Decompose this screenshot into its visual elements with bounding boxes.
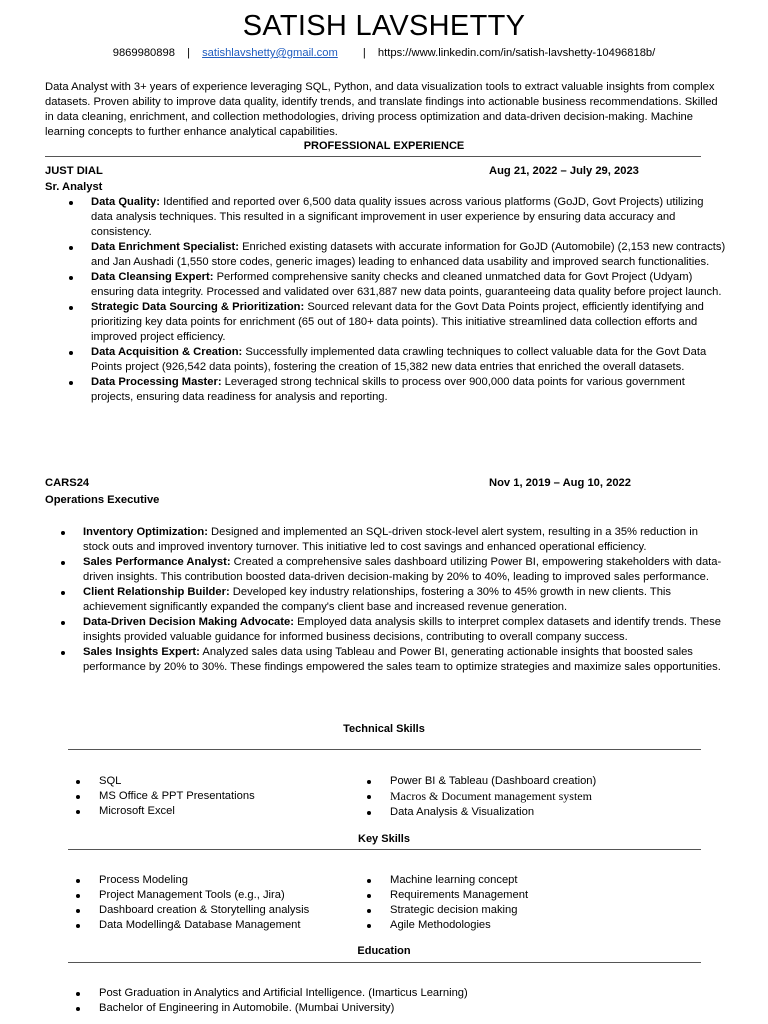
list-item [99, 1001, 699, 1016]
bullet-title: Inventory Optimization: [83, 526, 208, 538]
job-title: Operations Executive [45, 494, 160, 506]
bullet-icon [76, 879, 80, 883]
list-item [99, 774, 379, 789]
technical-skills-right [390, 774, 670, 820]
list-item [99, 873, 379, 888]
bullet-icon [76, 924, 80, 928]
list-item [91, 270, 727, 300]
bullet-icon [76, 909, 80, 913]
separator: | [187, 47, 190, 59]
bullet-icon [69, 201, 73, 205]
education-list [99, 986, 699, 1016]
bullet-text: Performed comprehensive sanity checks and cleaned unmatched data for Govt Project (Udyam) ensuring data integrity. Processed and validated over 631,887 new data points, guaranteeing data quality before project launch. [91, 271, 722, 298]
bullet-text: Sourced relevant data for the Govt Data Points project, efficiently identifying and prioritizing key data points for enrichment (65 out of 180+ data points). This initiative streamlined data collection efforts and improved project efficiency. [91, 301, 704, 343]
job-bullets [91, 195, 727, 405]
bullet-icon [69, 381, 73, 385]
company-name: CARS24 [45, 477, 90, 489]
list-item [390, 873, 670, 888]
section-divider [45, 156, 701, 157]
list-item [83, 585, 727, 615]
bullet-text: Developed key industry relationships, fostering a 30% to 45% growth in new clients. This achievement significantly expanded the company's client base and increased revenue generation. [83, 586, 672, 613]
list-item [390, 789, 670, 805]
section-divider [68, 962, 701, 963]
skill-text: SQL [99, 775, 122, 787]
bullet-icon [61, 621, 65, 625]
bullet-title: Data-Driven Decision Making Advocate: [83, 616, 294, 628]
bullet-title: Data Quality: [91, 196, 161, 208]
job-bullets [83, 525, 727, 675]
bullet-icon [367, 811, 371, 815]
section-heading-technical-skills: Technical Skills [343, 723, 425, 735]
bullet-icon [76, 992, 80, 996]
bullet-icon [69, 306, 73, 310]
list-item [91, 300, 727, 345]
list-item [390, 805, 670, 820]
professional-summary: Data Analyst with 3+ years of experience leveraging SQL, Python, and data visualization tools to extract valuable insights from complex datasets. Proven ability to improve data quality, identify trends, and translate findings into actionable business recommendations. Skilled in data cleaning, enrichment, and collection methodologies, driving process optimization and data-driven decision-making. Machine learning concepts to further enhance analytical capabilities. [45, 81, 718, 138]
list-item [99, 903, 379, 918]
bullet-icon [367, 894, 371, 898]
key-skills-left [99, 873, 379, 933]
bullet-title: Sales Performance Analyst: [83, 556, 231, 568]
bullet-icon [61, 651, 65, 655]
skill-text: Macros & Document management system [390, 789, 592, 803]
candidate-name: SATISH LAVSHETTY [242, 10, 526, 42]
skill-text: Microsoft Excel [99, 805, 175, 817]
skill-text: Machine learning concept [390, 874, 518, 886]
employment-dates: Nov 1, 2019 – Aug 10, 2022 [489, 477, 631, 489]
skill-text: Project Management Tools (e.g., Jira) [99, 889, 285, 901]
list-item [83, 555, 727, 585]
separator: | [362, 47, 366, 59]
bullet-text: Created a comprehensive sales dashboard utilizing Power BI, empowering stakeholders with data-driven insights. This contribution boosted data-driven decision-making by 20% to 40%, leading to improved sales performance. [83, 556, 722, 583]
email-link[interactable]: satishlavshetty@gmail.com [202, 47, 338, 59]
bullet-title: Client Relationship Builder: [83, 586, 230, 598]
list-item [91, 375, 727, 405]
list-item [390, 888, 670, 903]
list-item [99, 804, 379, 819]
bullet-text: Successfully implemented data crawling techniques to collect valuable data for the Govt Data Points project (926,542 data points), fostering the creation of 15,382 new data entries that enriched the overall datasets. [91, 346, 707, 373]
company-name: JUST DIAL [45, 165, 103, 177]
phone-number: 9869980898 [112, 47, 175, 59]
bullet-icon [69, 276, 73, 280]
list-item [91, 195, 727, 240]
section-heading-education: Education [357, 945, 411, 957]
skill-text: Power BI & Tableau (Dashboard creation) [390, 775, 597, 787]
skill-text: Agile Methodologies [390, 919, 491, 931]
list-item [83, 615, 727, 645]
bullet-text: Employed data analysis skills to interpret complex datasets and identify trends. These insights provided valuable guidance for informed business decisions, contributing to overall company success. [83, 616, 721, 643]
bullet-icon [367, 795, 371, 799]
bullet-icon [76, 1007, 80, 1011]
technical-skills-left [99, 774, 379, 819]
list-item [91, 345, 727, 375]
skill-text: Data Analysis & Visualization [390, 806, 535, 818]
skill-text: Dashboard creation & Storytelling analysis [99, 904, 310, 916]
skill-text: Process Modeling [99, 874, 188, 886]
bullet-icon [61, 591, 65, 595]
bullet-title: Strategic Data Sourcing & Prioritization: [91, 301, 305, 313]
bullet-icon [69, 351, 73, 355]
bullet-text: Leveraged strong technical skills to process over 900,000 data points for various government projects, ensuring data readiness for analysis and reporting. [91, 376, 685, 403]
list-item [390, 774, 670, 789]
contact-line [0, 46, 768, 61]
education-entry: Post Graduation in Analytics and Artificial Intelligence. (Imarticus Learning) [99, 987, 468, 999]
linkedin-url[interactable]: https://www.linkedin.com/in/satish-lavshetty-10496818b/ [377, 47, 656, 59]
bullet-title: Sales Insights Expert: [83, 646, 200, 658]
list-item [99, 918, 379, 933]
bullet-icon [367, 924, 371, 928]
bullet-icon [61, 561, 65, 565]
bullet-icon [76, 810, 80, 814]
bullet-text: Identified and reported over 6,500 data quality issues across various platforms (GoJD, Govt Projects) utilizing data analysis techniques. This resulted in a significant improvement in user experience by ensuring data accuracy and consistency. [91, 196, 704, 238]
bullet-title: Data Processing Master: [91, 376, 222, 388]
bullet-title: Data Cleansing Expert: [91, 271, 214, 283]
bullet-icon [61, 531, 65, 535]
list-item [83, 645, 727, 675]
skill-text: Strategic decision making [390, 904, 518, 916]
section-heading-key-skills: Key Skills [358, 833, 410, 845]
list-item [390, 918, 670, 933]
bullet-title: Data Acquisition & Creation: [91, 346, 243, 358]
list-item [99, 789, 379, 804]
education-entry: Bachelor of Engineering in Automobile. (Mumbai University) [99, 1002, 395, 1014]
list-item [99, 986, 699, 1001]
bullet-icon [76, 795, 80, 799]
bullet-icon [367, 879, 371, 883]
section-divider [68, 749, 701, 750]
list-item [99, 888, 379, 903]
skill-text: MS Office & PPT Presentations [99, 790, 255, 802]
employment-dates: Aug 21, 2022 – July 29, 2023 [489, 165, 639, 177]
bullet-title: Data Enrichment Specialist: [91, 241, 239, 253]
section-divider [68, 849, 701, 850]
bullet-icon [367, 909, 371, 913]
bullet-icon [76, 894, 80, 898]
list-item [390, 903, 670, 918]
bullet-icon [367, 780, 371, 784]
bullet-text: Enriched existing datasets with accurate information for GoJD (Automobile) (2,153 new contracts) and Jan Aushadi (1,550 store codes, generic images) leading to enhanced data usability and improved search functionalities. [91, 241, 726, 268]
list-item [83, 525, 727, 555]
list-item [91, 240, 727, 270]
bullet-text: Analyzed sales data using Tableau and Power BI, generating actionable insights that boosted sales performance by 20% to 30%. These findings empowered the sales team to optimize strategies and maximize sales opportunities. [83, 646, 721, 673]
skill-text: Requirements Management [390, 889, 529, 901]
key-skills-right [390, 873, 670, 933]
section-heading-experience: PROFESSIONAL EXPERIENCE [303, 140, 465, 152]
bullet-text: Designed and implemented an SQL-driven stock-level alert system, resulting in a 35% reduction in stock outs and improved inventory turnover. This initiative led to cost savings and enhanced operational efficiency. [83, 526, 698, 553]
skill-text: Data Modelling& Database Management [99, 919, 301, 931]
job-title: Sr. Analyst [45, 181, 103, 193]
bullet-icon [76, 780, 80, 784]
bullet-icon [69, 246, 73, 250]
